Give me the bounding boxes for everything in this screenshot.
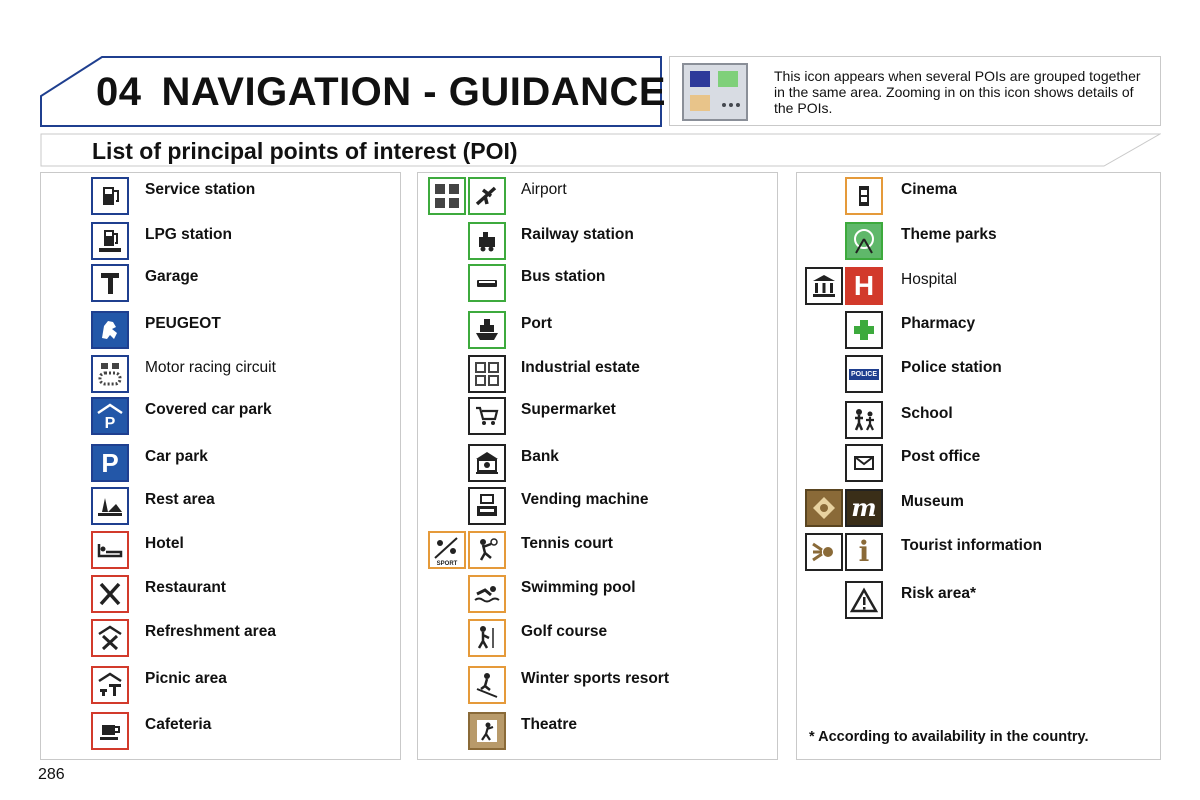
ship-icon xyxy=(468,311,506,349)
poi-item-police-station xyxy=(797,355,1160,395)
information-i-icon: i xyxy=(845,533,883,571)
chapter-header xyxy=(40,56,667,128)
section-title: List of principal points of interest (POI) xyxy=(92,138,518,164)
poi-label: Refreshment area xyxy=(145,623,276,640)
poi-item-railway-station xyxy=(418,222,777,262)
poi-label: Rest area xyxy=(145,491,215,508)
poi-column-1 xyxy=(40,172,401,760)
poi-label: Cinema xyxy=(901,181,957,198)
poi-label: Golf course xyxy=(521,623,608,640)
bed-icon xyxy=(91,531,129,569)
poi-label: Winter sports resort xyxy=(521,670,669,687)
poi-label: Theme parks xyxy=(901,226,997,243)
poi-item-risk-area xyxy=(797,581,1160,621)
rest-area-icon xyxy=(91,487,129,525)
poi-item-port xyxy=(418,311,777,351)
poi-label: Hotel xyxy=(145,535,184,552)
poi-item-refreshment-area xyxy=(41,619,400,659)
poi-item-school xyxy=(797,401,1160,441)
film-icon xyxy=(845,177,883,215)
wrench-icon xyxy=(91,264,129,302)
poi-item-peugeot xyxy=(41,311,400,351)
culture-group-icon xyxy=(805,489,843,527)
bank-icon xyxy=(468,444,506,482)
tennis-player-icon xyxy=(468,531,506,569)
poi-label: Pharmacy xyxy=(901,315,976,332)
poi-label: Museum xyxy=(901,493,964,510)
parking-icon: P xyxy=(91,444,129,482)
peugeot-lion-icon xyxy=(91,311,129,349)
swimmer-icon xyxy=(468,575,506,613)
poi-label: Theatre xyxy=(521,716,577,733)
poi-label: Vending machine xyxy=(521,491,649,508)
poi-item-service-station xyxy=(41,177,400,217)
poi-item-cinema xyxy=(797,177,1160,217)
poi-label: LPG station xyxy=(145,226,232,243)
poi-item-theme-parks xyxy=(797,222,1160,262)
poi-label: Supermarket xyxy=(521,401,616,418)
poi-label: Restaurant xyxy=(145,579,226,596)
airplane-icon xyxy=(468,177,506,215)
poi-label: Risk area* xyxy=(901,585,976,602)
refreshment-icon xyxy=(91,619,129,657)
poi-label: Tennis court xyxy=(521,535,613,552)
poi-label: Service station xyxy=(145,181,256,198)
racing-circuit-icon xyxy=(91,355,129,393)
covered-parking-icon xyxy=(91,397,129,435)
skier-icon xyxy=(468,666,506,704)
shopping-cart-icon xyxy=(468,397,506,435)
poi-item-airport xyxy=(418,177,777,217)
svg-text:P: P xyxy=(104,415,116,431)
sport-group-icon xyxy=(428,531,466,569)
poi-label: Industrial estate xyxy=(521,359,640,376)
vending-machine-icon xyxy=(468,487,506,525)
poi-item-hotel xyxy=(41,531,400,571)
poi-item-post-office xyxy=(797,444,1160,484)
poi-item-cafeteria xyxy=(41,712,400,752)
grouped-poi-description: This icon appears when several POIs are grouped together in the same area. Zooming in on this icon shows details of the POIs. xyxy=(774,68,1141,116)
poi-item-industrial-estate xyxy=(418,355,777,395)
poi-column-3 xyxy=(796,172,1161,760)
children-icon xyxy=(845,401,883,439)
chapter-number: 04 xyxy=(96,70,142,114)
poi-label: Cafeteria xyxy=(145,716,212,733)
grouped-poi-info-box xyxy=(669,56,1161,126)
poi-label: Motor racing circuit xyxy=(145,359,276,376)
poi-item-theatre xyxy=(418,712,777,752)
poi-item-rest-area xyxy=(41,487,400,527)
theatre-icon xyxy=(468,712,506,750)
poi-label: Airport xyxy=(521,181,567,198)
poi-item-golf-course xyxy=(418,619,777,659)
poi-label: Bus station xyxy=(521,268,606,285)
poi-label: Railway station xyxy=(521,226,634,243)
page-number: 286 xyxy=(38,766,65,783)
poi-item-picnic-area xyxy=(41,666,400,706)
poi-item-pharmacy xyxy=(797,311,1160,351)
picnic-table-icon xyxy=(91,666,129,704)
fuel-pump-icon xyxy=(91,177,129,215)
poi-item-swimming-pool xyxy=(418,575,777,615)
poi-label: School xyxy=(901,405,953,422)
envelope-icon xyxy=(845,444,883,482)
poi-item-vending-machine xyxy=(418,487,777,527)
bus-icon xyxy=(468,264,506,302)
poi-item-bank xyxy=(418,444,777,484)
poi-label: Tourist information xyxy=(901,537,1042,554)
grouped-poi-icon xyxy=(682,63,748,121)
poi-label: Swimming pool xyxy=(521,579,636,596)
section-header xyxy=(40,133,1161,167)
public-building-icon xyxy=(805,267,843,305)
industrial-estate-icon xyxy=(468,355,506,393)
poi-label: Car park xyxy=(145,448,208,465)
hospital-h-icon: H xyxy=(845,267,883,305)
availability-footnote: * According to availability in the country. xyxy=(809,729,1089,745)
police-icon-text: POLICE xyxy=(850,370,878,378)
poi-item-motor-racing-circuit xyxy=(41,355,400,395)
poi-label: Covered car park xyxy=(145,401,272,418)
poi-label: Police station xyxy=(901,359,1002,376)
poi-item-car-park xyxy=(41,444,400,484)
poi-label: Bank xyxy=(521,448,559,465)
poi-item-tennis-court xyxy=(418,531,777,571)
poi-label: PEUGEOT xyxy=(145,315,221,332)
pharmacy-cross-icon xyxy=(845,311,883,349)
chapter-title xyxy=(96,70,666,115)
sport-caption: SPORT xyxy=(436,561,458,566)
poi-column-2 xyxy=(417,172,778,760)
ferris-wheel-icon xyxy=(845,222,883,260)
poi-item-tourist-information xyxy=(797,533,1160,573)
poi-item-lpg-station xyxy=(41,222,400,262)
poi-label: Post office xyxy=(901,448,981,465)
poi-item-covered-car-park xyxy=(41,397,400,437)
police-icon xyxy=(845,355,883,393)
coffee-cup-icon xyxy=(91,712,129,750)
poi-label: Picnic area xyxy=(145,670,227,687)
train-icon xyxy=(468,222,506,260)
poi-item-restaurant xyxy=(41,575,400,615)
tourism-group-icon xyxy=(805,533,843,571)
poi-label: Garage xyxy=(145,268,199,285)
chapter-title-text: NAVIGATION - GUIDANCE xyxy=(161,70,667,114)
golfer-icon xyxy=(468,619,506,657)
poi-item-garage xyxy=(41,264,400,304)
lpg-pump-icon xyxy=(91,222,129,260)
warning-triangle-icon xyxy=(845,581,883,619)
cutlery-icon xyxy=(91,575,129,613)
transport-group-icon xyxy=(428,177,466,215)
poi-item-hospital xyxy=(797,267,1160,307)
museum-m-icon: m xyxy=(845,489,883,527)
poi-label: Port xyxy=(521,315,552,332)
poi-item-supermarket xyxy=(418,397,777,437)
poi-item-winter-sports-resort xyxy=(418,666,777,706)
poi-item-museum xyxy=(797,489,1160,529)
poi-item-bus-station xyxy=(418,264,777,304)
poi-label: Hospital xyxy=(901,271,957,288)
